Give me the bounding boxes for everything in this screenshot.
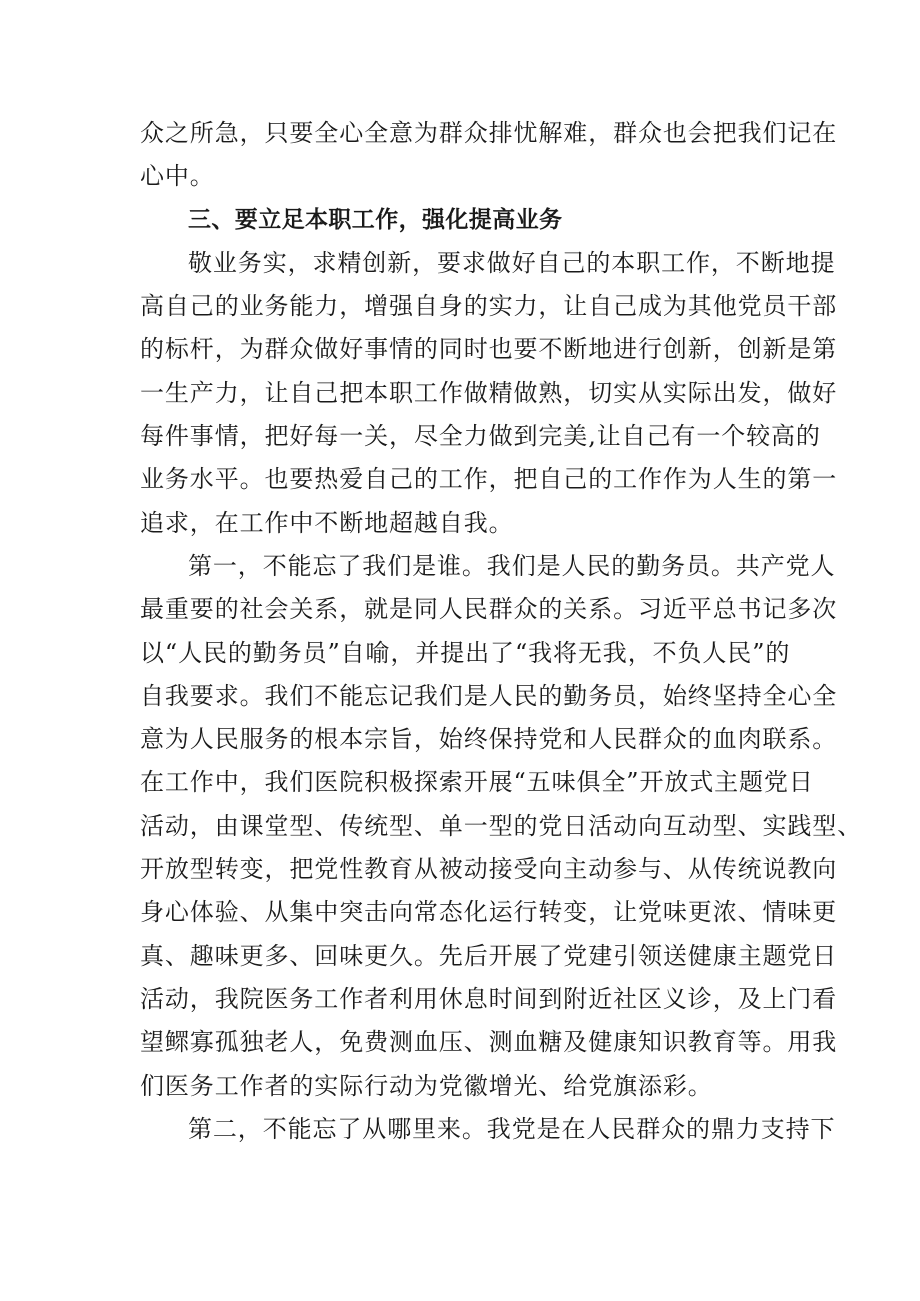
text-line: 自我要求。我们不能忘记我们是人民的勤务员，始终坚持全心全 <box>140 681 838 710</box>
text-line: 第二，不能忘了从哪里来。我党是在人民群众的鼎力支持下 <box>188 1114 836 1143</box>
text-line: 的标杆，为群众做好事情的同时也要不断地进行创新，创新是第 <box>140 335 838 364</box>
text-line: 活动，我院医务工作者利用休息时间到附近社区义诊，及上门看 <box>140 984 838 1013</box>
paragraph <box>140 242 838 545</box>
text-line: 第一，不能忘了我们是谁。我们是人民的勤务员。共产党人 <box>188 551 836 580</box>
text-line: 意为人民服务的根本宗旨，始终保持党和人民群众的血肉联系。 <box>140 725 838 754</box>
text-line: 望鳏寡孤独老人，免费测血压、测血糖及健康知识教育等。用我 <box>140 1028 838 1057</box>
paragraph <box>140 112 838 199</box>
text-line: 心中。 <box>140 162 215 191</box>
heading-text: 三、要立足本职工作，强化提高业务 <box>188 206 563 233</box>
text-line: 真、趣味更多、回味更久。先后开展了党建引领送健康主题党日 <box>140 941 838 970</box>
document-body <box>140 112 863 1151</box>
text-line: 以“人民的勤务员”自喻，并提出了“我将无我，不负人民”的 <box>140 638 791 667</box>
text-line: 一生产力，让自己把本职工作做精做熟，切实从实际出发，做好 <box>140 378 838 407</box>
text-line: 在工作中，我们医院积极探索开展“五味俱全”开放式主题党日 <box>140 768 814 797</box>
text-line: 最重要的社会关系，就是同人民群众的关系。习近平总书记多次 <box>140 595 838 624</box>
paragraph <box>140 1108 836 1151</box>
text-line: 每件事情，把好每一关，尽全力做到完美,让自己有一个较高的 <box>140 422 821 451</box>
text-line: 业务水平。也要热爱自己的工作，把自己的工作作为人生的第一 <box>140 465 838 494</box>
text-line: 活动，由课堂型、传统型、单一型的党日活动向互动型、实践型、 <box>140 811 863 840</box>
text-line: 们医务工作者的实际行动为党徽增光、给党旗添彩。 <box>140 1071 713 1100</box>
text-line: 开放型转变，把党性教育从被动接受向主动参与、从传统说教向 <box>140 855 838 884</box>
text-line: 敬业务实，求精创新，要求做好自己的本职工作，不断地提 <box>188 248 836 277</box>
text-line: 身心体验、从集中突击向常态化运行转变，让党味更浓、情味更 <box>140 898 838 927</box>
text-line: 众之所急，只要全心全意为群众排忧解难，群众也会把我们记在 <box>140 119 838 147</box>
paragraph <box>140 545 863 1108</box>
text-line: 追求，在工作中不断地超越自我。 <box>140 508 514 537</box>
text-line: 高自己的业务能力，增强自身的实力，让自己成为其他党员干部 <box>140 292 838 321</box>
section-heading <box>140 199 785 242</box>
